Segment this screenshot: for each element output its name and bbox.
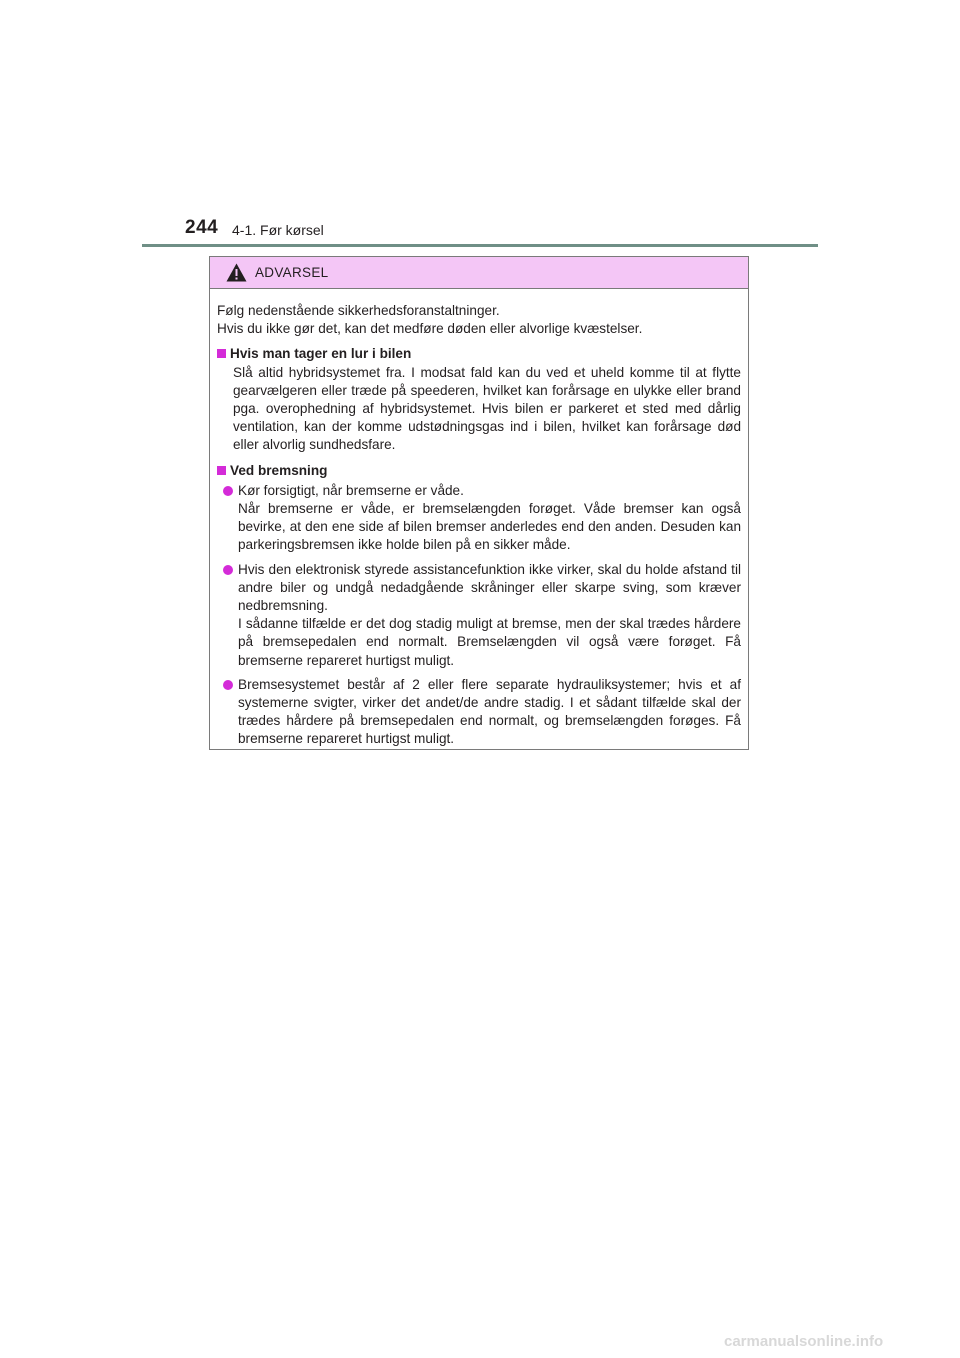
dot-bullet-icon <box>223 486 233 496</box>
bullet-line: Når bremserne er våde, er bremselængden forøget. Våde bremser kan også bevirke, at den ene side af bilen bremser anderledes end den anden. Desuden kan parkeringsbremsen ikke holde bilen på en sikker måde. <box>238 501 741 553</box>
section-heading <box>217 462 741 480</box>
bullet-text <box>238 676 741 749</box>
bullet-line: Kør forsigtigt, når bremserne er våde. <box>238 482 464 498</box>
section-braking <box>217 462 741 749</box>
bullet-line: Bremsesystemet består af 2 eller flere separate hydrauliksystemer; hvis et af systemerne svigter, virker det andet/de andre stadig. I et sådant tilfælde skal der trædes hårdere på bremsepedalen end normalt, og bremselængden forøges. Få bremserne repareret hurtigst muligt. <box>238 676 741 747</box>
bullet-item <box>223 561 741 670</box>
section-heading-text: Ved bremsning <box>230 462 328 478</box>
warning-intro <box>217 302 741 338</box>
section-text: Slå altid hybridsystemet fra. I modsat fald kan du ved et uheld komme til at flytte gearvælgeren eller træde på speederen, hvilket kan forårsage en ulykke eller brand pga. overophedning af hybridsystemet. Hvis bilen er parkeret et sted med dårlig ventilation, kan der komme udstødningsgas ind i bilen, hvilket kan forårsage død eller alvorlig sundhedsfare. <box>233 364 741 453</box>
page-number: 244 <box>185 217 219 238</box>
dot-bullet-icon <box>223 680 233 690</box>
warning-label: ADVARSEL <box>255 265 329 280</box>
dot-bullet-icon <box>223 565 233 575</box>
warning-body <box>210 289 748 749</box>
square-bullet-icon <box>217 349 226 358</box>
bullet-line: I sådanne tilfælde er det dog stadig muligt at bremse, men der skal trædes hårdere på bremsepedalen end normalt. Bremselængden vil også være forøget. Få bremserne repareret hurtigst muligt. <box>238 616 741 668</box>
intro-line: Følg nedenstående sikkerhedsforanstaltninger. <box>217 303 500 318</box>
watermark: carmanualsonline.info <box>724 1333 884 1350</box>
square-bullet-icon <box>217 466 226 475</box>
warning-header <box>210 257 748 289</box>
bullet-item <box>223 676 741 749</box>
warning-box <box>209 256 749 750</box>
warning-triangle-icon <box>226 263 247 282</box>
bullet-item <box>223 482 741 555</box>
header-rule <box>142 244 818 247</box>
bullet-text <box>238 482 741 555</box>
bullet-text <box>238 561 741 670</box>
section-title: 4-1. Før kørsel <box>232 222 324 238</box>
bullet-list <box>217 482 741 749</box>
bullet-line: Hvis den elektronisk styrede assistancefunktion ikke virker, skal du holde afstand til andre biler og undgå nedadgående skråninger eller skarpe sving, som kræver nedbremsning. <box>238 561 741 614</box>
section-heading <box>217 345 741 363</box>
section-nap <box>217 345 741 454</box>
section-heading-text: Hvis man tager en lur i bilen <box>230 346 412 362</box>
intro-line: Hvis du ikke gør det, kan det medføre døden eller alvorlige kvæstelser. <box>217 321 643 337</box>
